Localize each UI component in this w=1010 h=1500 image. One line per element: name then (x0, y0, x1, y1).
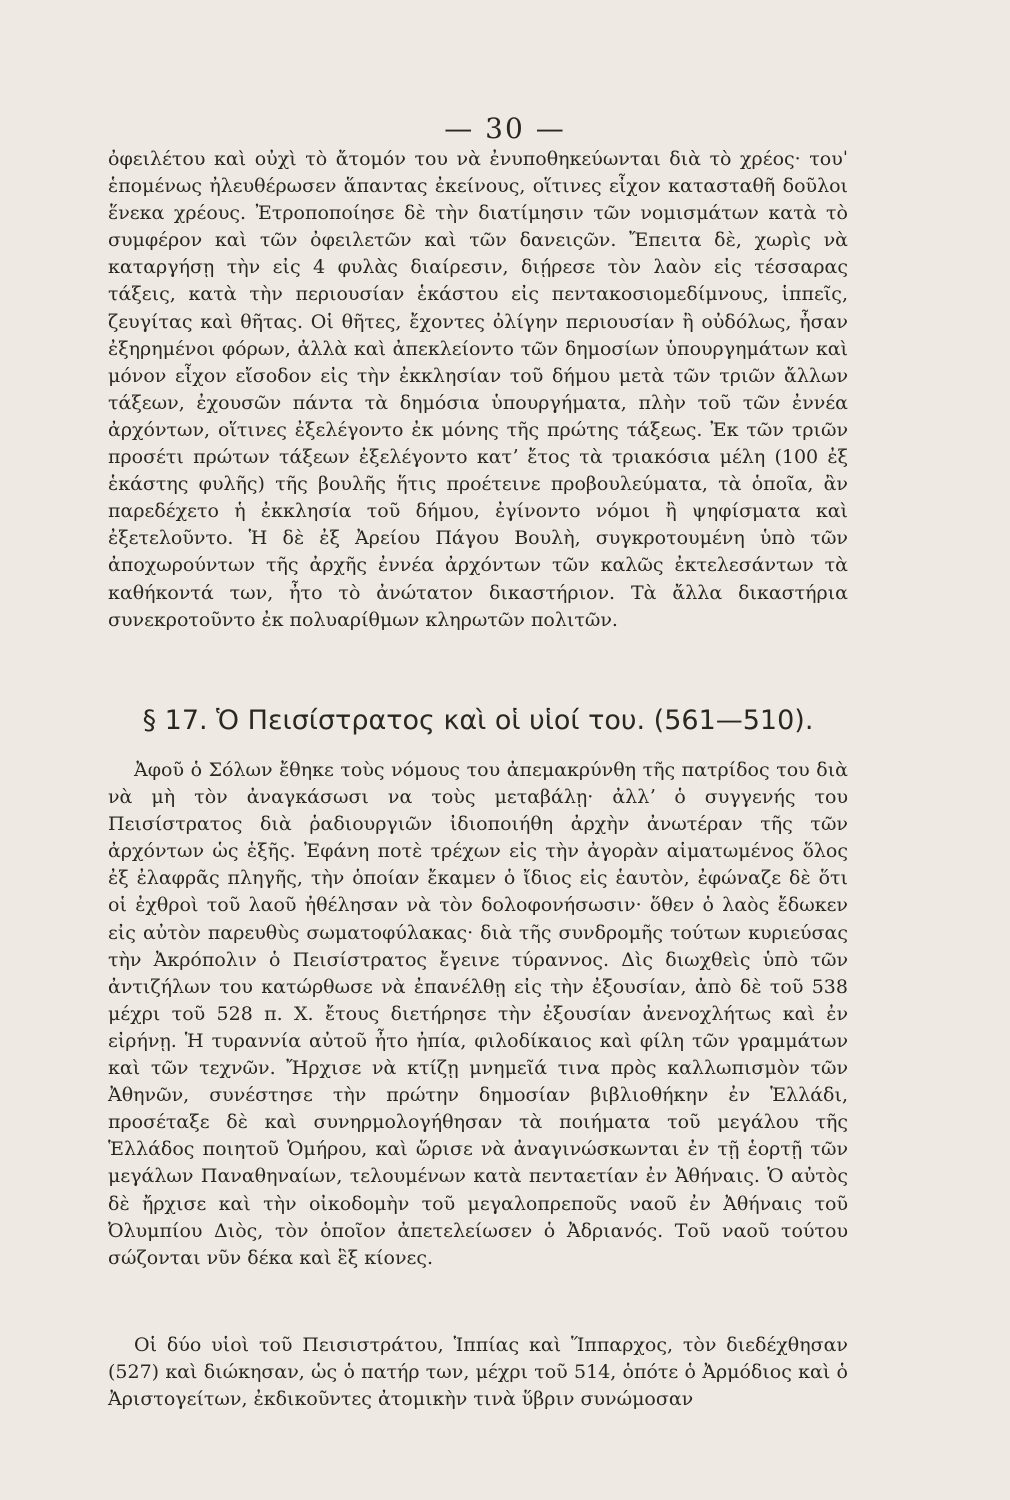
paragraph-1 (108, 146, 848, 634)
paragraph-2 (108, 757, 848, 1272)
paragraph-3 (108, 1332, 848, 1413)
page-number: — 30 — (444, 112, 566, 145)
paragraph-1-text: ὀφειλέτου καὶ οὐχὶ τὸ ἄτομόν του νὰ ἐνυποθηκεύωνται διὰ τὸ χρέος· τουˈ ἑπομένως ἠλευθέρωσεν ἅπαντας ἐκείνους, οἵτινες εἶχον κατασταθῆ δοῦλοι ἕνεκα χρέους. Ἐτροποποίησε δὲ τὴν διατίμησιν τῶν νομισμάτων κατὰ τὸ συμφέρον καὶ τῶν ὀφειλετῶν καὶ τῶν δανειςῶν. Ἔπειτα δὲ, χωρὶς νὰ καταργήσῃ τὴν εἰς 4 φυλὰς διαίρεσιν, διῄρεσε τὸν λαὸν εἰς τέσσαρας τάξεις, κατὰ τὴν περιουσίαν ἑκάστου εἰς πεντακοσιομεδίμνους, ἱππεῖς, ζευγίτας καὶ θῆτας. Οἱ θῆτες, ἔχοντες ὀλίγην περιουσίαν ἢ οὐδόλως, ἦσαν ἐξηρημένοι φόρων, ἀλλὰ καὶ ἀπεκλείοντο τῶν δημοσίων ὑπουργημάτων καὶ μόνον εἶχον εἴσοδον εἰς τὴν ἐκκλησίαν τοῦ δήμου μετὰ τῶν τριῶν ἄλλων τάξεων, ἐχουσῶν πάντα τὰ δημόσια ὑπουργήματα, πλὴν τοῦ τῶν ἐννέα ἀρχόντων, οἵτινες ἐξελέγοντο ἐκ μόνης τῆς πρώτης τάξεως. Ἐκ τῶν τριῶν προσέτι πρώτων τάξεων ἐξελέγοντο κατʼ ἔτος τὰ τριακόσια μέλη (100 ἐξ ἑκάστης φυλῆς) τῆς βουλῆς ἥτις προέτεινε προβουλεύματα, τὰ ὁποῖα, ἂν παρεδέχετο ἡ ἐκκλησία τοῦ δήμου, ἐγίνοντο νόμοι ἢ ψηφίσματα καὶ ἐξετελοῦντο. Ἡ δὲ ἐξ Ἀρείου Πάγου Βουλὴ, συγκροτουμένη ὑπὸ τῶν ἀποχωρούντων τῆς ἀρχῆς ἐννέα ἀρχόντων τῶν καλῶς ἐκτελεσάντων τὰ καθήκοντά των, ἦτο τὸ ἀνώτατον δικαστήριον. Τὰ ἄλλα δικαστήρια συνεκροτοῦντο ἐκ πολυαρίθμων κληρωτῶν πολιτῶν. (108, 148, 848, 631)
section-heading: § 17. Ὁ Πεισίστρατος καὶ οἱ υἱοί του. (561—510). (142, 705, 814, 736)
paragraph-3-text: Οἱ δύο υἱοὶ τοῦ Πεισιστράτου, Ἱππίας καὶ Ἵππαρχος, τὸν διεδέχθησαν (527) καὶ διώκησαν, ὡς ὁ πατήρ των, μέχρι τοῦ 514, ὁπότε ὁ Ἀρμόδιος καὶ ὁ Ἀριστογείτων, ἐκδικοῦντες ἀτομικὴν τινὰ ὕβριν συνώμοσαν (108, 1334, 848, 1411)
paragraph-2-text: Ἀφοῦ ὁ Σόλων ἔθηκε τοὺς νόμους του ἀπεμακρύνθη τῆς πατρίδος του διὰ νὰ μὴ τὸν ἀναγκάσωσι να τοὺς μεταβάλῃ· ἀλλʼ ὁ συγγενής του Πεισίστρατος διὰ ῥαδιουργιῶν ἰδιοποιήθη ἀρχὴν ἀνωτέραν τῆς τῶν ἀρχόντων ὡς ἑξῆς. Ἐφάνη ποτὲ τρέχων εἰς τὴν ἀγορὰν αἱματωμένος ὅλος ἐξ ἐλαφρᾶς πληγῆς, τὴν ὁποίαν ἔκαμεν ὁ ἴδιος εἰς ἑαυτὸν, ἐφώναζε δὲ ὅτι οἱ ἐχθροὶ τοῦ λαοῦ ἠθέλησαν νὰ τὸν δολοφονήσωσιν· ὅθεν ὁ λαὸς ἔδωκεν εἰς αὐτὸν παρευθὺς σωματοφύλακας· διὰ τῆς συνδρομῆς τούτων κυριεύσας τὴν Ἀκρόπολιν ὁ Πεισίστρατος ἔγεινε τύραννος. Δὶς διωχθεὶς ὑπὸ τῶν ἀντιζήλων του κατώρθωσε νὰ ἐπανέλθῃ εἰς τὴν ἐξουσίαν, ἀπὸ δὲ τοῦ 538 μέχρι τοῦ 528 π. Χ. ἔτους διετήρησε τὴν ἐξουσίαν ἀνενοχλήτως καὶ ἐν εἰρήνῃ. Ἡ τυραννία αὐτοῦ ἦτο ἠπία, φιλοδίκαιος καὶ φίλη τῶν γραμμάτων καὶ τῶν τεχνῶν. Ἤρχισε νὰ κτίζῃ μνημεῖά τινα πρὸς καλλωπισμὸν τῶν Ἀθηνῶν, συνέστησε τὴν πρώτην δημοσίαν βιβλιοθήκην ἐν Ἑλλάδι, προσέταξε δὲ καὶ συνηρμολογήθησαν τὰ ποιήματα τοῦ μεγάλου τῆς Ἑλλάδος ποιητοῦ Ὁμήρου, καὶ ὥρισε νὰ ἀναγινώσκωνται ἐν τῇ ἑορτῇ τῶν μεγάλων Παναθηναίων, τελουμένων κατὰ πενταετίαν ἐν Ἀθήναις. Ὁ αὐτὸς δὲ ἤρχισε καὶ τὴν οἰκοδομὴν τοῦ μεγαλοπρεποῦς ναοῦ ἐν Ἀθήναις τοῦ Ὀλυμπίου Διὸς, τὸν ὁποῖον ἀπετελείωσεν ὁ Ἀδριανός. Τοῦ ναοῦ τούτου σώζονται νῦν δέκα καὶ ἓξ κίονες. (108, 759, 848, 1269)
